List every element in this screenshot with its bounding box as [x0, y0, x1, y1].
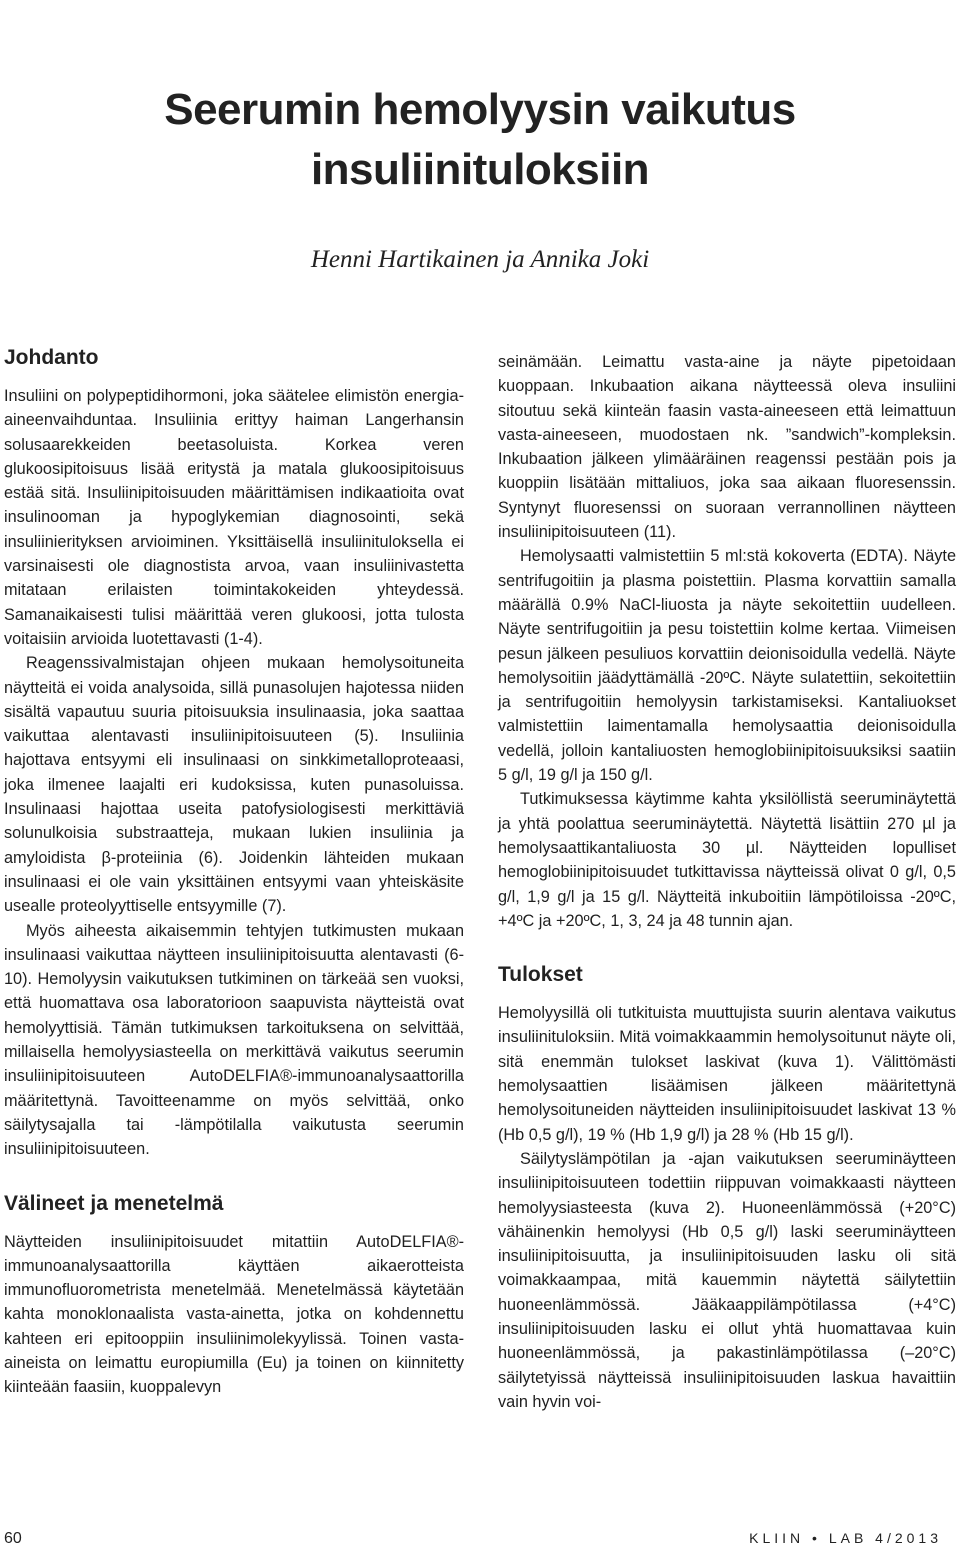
methods-paragraph-1-continued: seinämään. Leimattu vasta-aine ja näyte pipetoidaan kuoppaan. Inkubaation aikana näytteessä oleva insuliini sitoutuu sekä kiinteän faasin vasta-aineeseen että leimattuun vasta-aineeseen, muodostaen nk. ”sandwich”-kompleksin. Inkubaation jälkeen ylimääräinen reagenssi pestään pois ja kuoppiin lisätään mittaliuos, joka saa aikaan fluoresenssin. Syntynyt fluoresenssi on suoraan verrannollinen näytteen insuliinipitoisuuteen (11). [498, 353, 956, 542]
intro-paragraph-1: Insuliini on polypeptidihormoni, joka säätelee elimistön energia-aineenvaihduntaa. Insuliinia erittyy haiman Langerhansin solusaarekkeiden beetasoluista. Korkea veren glukoosipitoisuus lisää eritystä ja matala glukoosipitoisuus estää sitä. Insuliinipitoisuuden määrittämisen indikaatioita ovat insulinooman ja hypoglykemian diagnosointi, sekä insuliinierityksen arvioiminen. Yksittäisellä insuliinituloksella ei varsinaisesti ole diagnostista arvoa, vaan insuliinivastetta mitataan erilaisten toimintakokeiden yhteydessä. Samanaikaisesti tulisi määrittää veren glukoosi, jotta tulosta voitaisiin arvioida luotettavasti (1-4). [4, 387, 464, 648]
results-paragraph-1: Hemolyysillä oli tutkituista muuttujista suurin alentava vaikutus insuliinituloksiin. Mitä voimakkaammin hemolysoitunut näyte oli, sitä enemmän tulokset laskivat (kuva 1). Välittömästi hemolysaattien lisäämisen jälkeen määritettynä hemolysoituneiden näytteiden insuliinipitoisuudet laskivat 13 % (Hb 0,5 g/l), 19 % (Hb 1,9 g/l) ja 28 % (Hb 15 g/l). [498, 1004, 956, 1144]
title-line-2: insuliinituloksiin [310, 145, 650, 194]
intro-paragraph-3: Myös aiheesta aikaisemmin tehtyjen tutkimusten mukaan insulinaasi vaikuttaa näytteen insuliinipitoisuutta alentavasti (6-10). Hemolyysin vaikutuksen tutkiminen on tärkeää sen vuoksi, että huomattava osa laboratorioon saapuvista näytteistä ovat hemolyyttisiä. Tämän tutkimuksen tarkoituksena on selvittää, millaisella hemolyysiasteella on merkittävä vaikutus seerumin insuliinipitoisuuteen AutoDELFIA®-immunoanalysaattorilla määritettynä. Tavoitteenamme on myös selvittää, onko säilytysajalla tai -lämpötilalla vaikutusta seerumin insuliinipitoisuuteen. [4, 921, 464, 1159]
article-title [0, 80, 960, 200]
page-number: 60 [4, 1530, 22, 1547]
methods-paragraph-2: Hemolysaatti valmistettiin 5 ml:stä kokoverta (EDTA). Näyte sentrifugoitiin ja plasma poistettiin. Plasma korvattiin samalla määrällä 0.9% NaCl-liuosta ja näyte sekoitettiin uudelleen. Näyte sentrifugoitiin ja pesu toistettiin kolme kertaa. Viimeisen pesun jälkeen pesuliuos korvattiin deionisoidulla vedellä. Näyte hemolysoitiin jäädyttämällä -20ºC. Näyte sulatettiin, sekoitettiin ja sentrifugoitiin hemolyysin tarkistamiseksi. Kantaliuokset valmistettiin laimentamalla hemolysaattia deionisoidulla vedellä, jolloin kantaliuosten hemoglobiinipitoisuuksiksi saatiin 5 g/l, 19 g/l ja 150 g/l. [498, 547, 956, 785]
left-column [4, 344, 464, 1400]
methods-paragraph-3: Tutkimuksessa käytimme kahta yksilöllistä seeruminäytettä ja yhtä poolattua seeruminäytettä. Näytettä lisättiin 270 µl ja hemolysaattikantaliuosta 30 µl. Näytteiden lopulliset hemoglobiinipitoisuudet tutkittavissa näytteissä olivat 0 g/l, 0,5 g/l, 1,9 g/l ja 15 g/l. Näytteitä inkuboitiin lämpötiloissa -20ºC, +4ºC ja +20ºC, 1, 3, 24 ja 48 tunnin ajan. [498, 790, 956, 930]
intro-paragraph-2: Reagenssivalmistajan ohjeen mukaan hemolysoituneita näytteitä ei voida analysoida, sillä punasolujen hajotessa niiden sisältä vapautuu suuria pitoisuuksia insulinaasia, joka saattaa vaikuttaa alentavasti insuliinipitoisuuteen (5). Insuliinia hajottava entsyymi eli insulinaasi on sinkkimetalloproteaasi, joka ilmenee laajalti eri kudoksissa, kuten punasoluissa. Insulinaasi hajottaa useita patofysiologisesti merkittäviä solunulkoisia substraatteja, mukaan lukien insuliinia ja amyloidista β-proteiinia (6). Joidenkin lähteiden mukaan insulinaasi ei ole vain yksittäinen entsyymi vaan yhteiskäsite usealle proteolyyttiselle entsyymille (7). [4, 654, 464, 916]
heading-methods: Välineet ja menetelmä [4, 1191, 224, 1215]
heading-introduction: Johdanto [4, 346, 99, 369]
journal-name: KLIIN • LAB 4/2013 [749, 1530, 942, 1546]
results-paragraph-2: Säilytyslämpötilan ja -ajan vaikutuksen seeruminäytteen insuliinipitoisuuteen todettiin riippuvan voimakkaasti näytteen hemolyysiasteesta (kuva 2). Huoneenlämmössä (+20°C) vähäinenkin hemolyysi (Hb 0,5 g/l) laski seeruminäytteen insuliinipitoisuutta, ja insuliinipitoisuuden lasku oli sitä voimakkaampaa, mitä kauemmin näytettä säilytettiin huoneenlämmössä. Jääkaappilämpötilassa (+4°C) insuliinipitoisuuden lasku ei ollut yhtä huomattavaa kuin huoneenlämmössä, ja pakastinlämpötilassa (–20°C) säilytetyissä näytteissä insuliinipitoisuuden laskua havaittiin vain hyvin voi- [498, 1149, 956, 1411]
right-column [498, 350, 956, 1414]
authors: Henni Hartikainen ja Annika Joki [310, 246, 650, 273]
heading-results: Tulokset [498, 963, 583, 987]
methods-paragraph-1: Näytteiden insuliinipitoisuudet mitattiin AutoDELFIA®-immunoanalysaattorilla käyttäen aikaerotteista immunofluorometrista menetelmää. Menetelmässä käytetään kahta monoklonaalista vasta-ainetta, jotka on kohdennettu kahteen eri epitooppiin insuliinimolekyylissä. Toinen vasta-aineista on leimattu europiumilla (Eu) ja toinen on kiinnitetty kiinteään faasiin, kuoppalevyn [4, 1232, 464, 1397]
page-footer [0, 1530, 960, 1560]
title-line-1: Seerumin hemolyysin vaikutus [164, 85, 796, 134]
